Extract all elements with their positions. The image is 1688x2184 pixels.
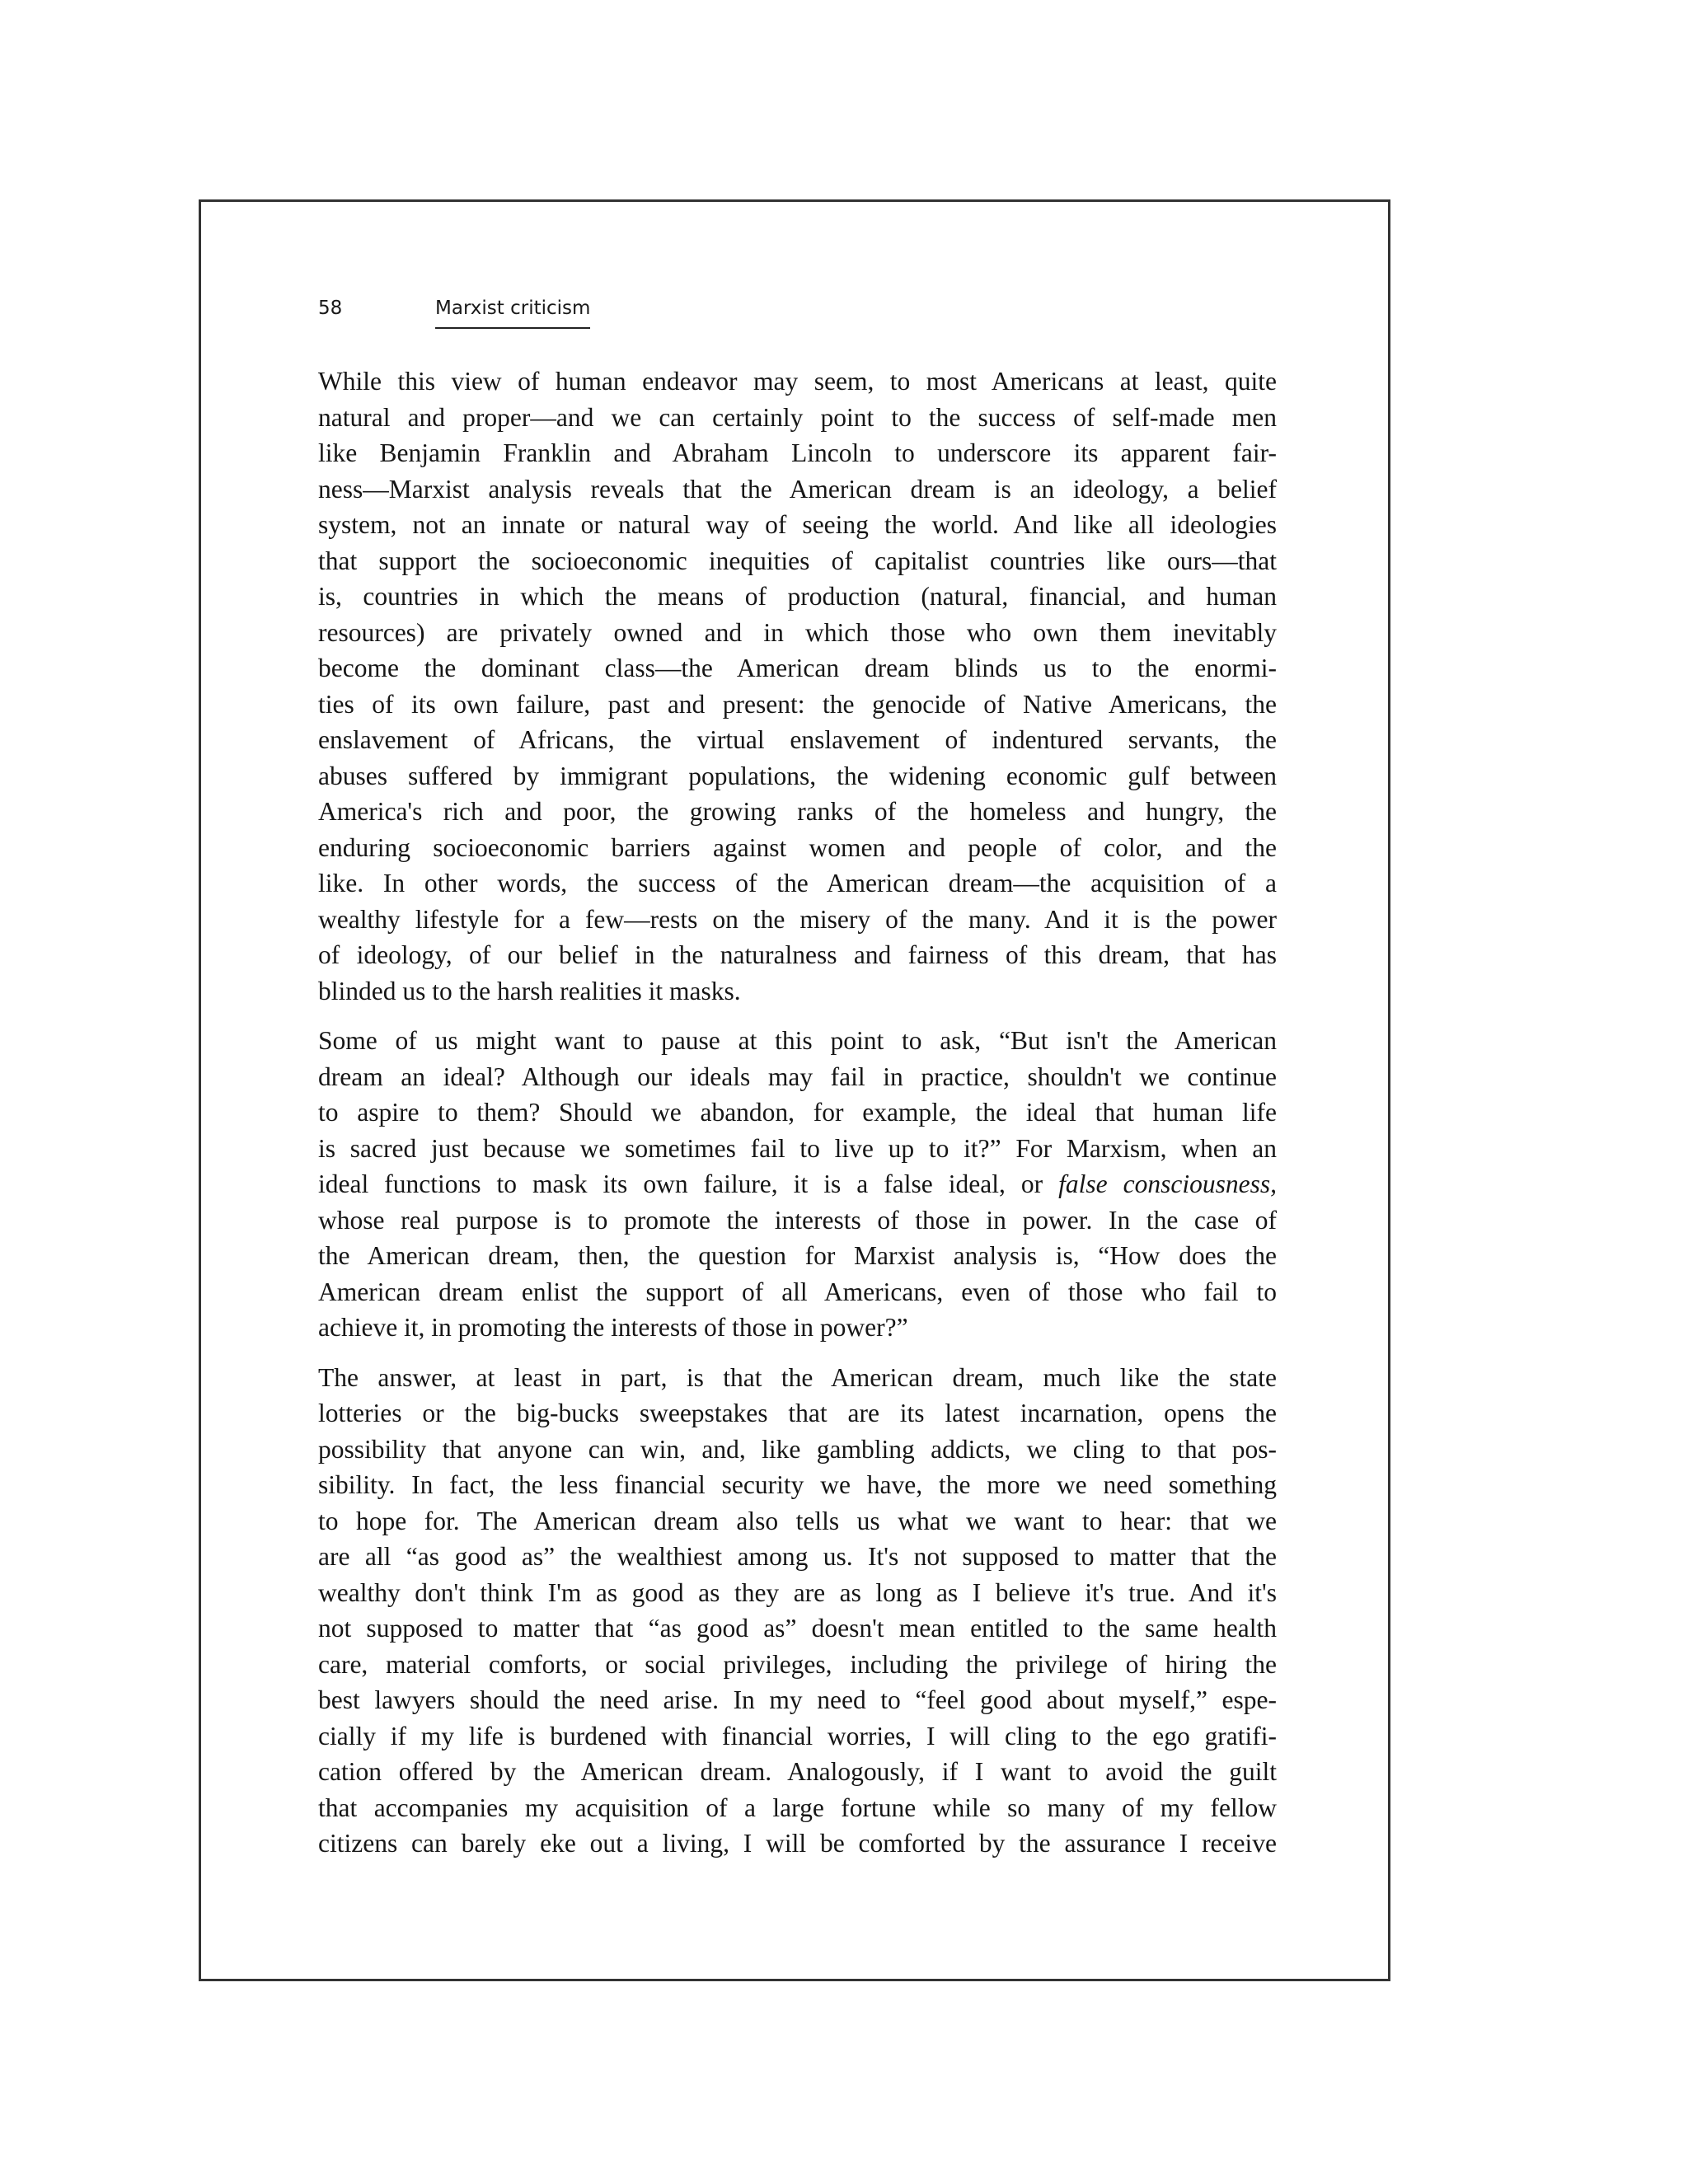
text-line: that accompanies my acquisition of a large fortune while so many of my fellow xyxy=(318,1793,1277,1822)
text-line-with-italic xyxy=(318,1166,1277,1202)
page-number: 58 xyxy=(318,298,343,319)
page-frame xyxy=(199,199,1390,1981)
paragraph-2 xyxy=(318,1023,1277,1346)
text-line: that support the socioeconomic inequities of capitalist countries like ours—that xyxy=(318,546,1277,575)
paragraph-1 xyxy=(318,363,1277,1009)
paragraph-3 xyxy=(318,1360,1277,1862)
text-line: best lawyers should the need arise. In my need to “feel good about myself,” espe- xyxy=(318,1685,1277,1714)
text-line: the American dream, then, the question for Marxist analysis is, “How does the xyxy=(318,1241,1277,1270)
italic-term: false consciousness, xyxy=(1058,1169,1277,1198)
text-line: achieve it, in promoting the interests of those in power?” xyxy=(318,1313,908,1342)
text-line: system, not an innate or natural way of seeing the world. And like all ideologies xyxy=(318,510,1277,539)
text-line: While this view of human endeavor may seem, to most Americans at least, quite xyxy=(318,367,1277,396)
text-line: are all “as good as” the wealthiest among us. It's not supposed to matter that the xyxy=(318,1542,1277,1571)
text-line: enduring socioeconomic barriers against women and people of color, and the xyxy=(318,832,1277,862)
body-text xyxy=(318,363,1277,1876)
text-line: blinded us to the harsh realities it masks. xyxy=(318,976,741,1005)
text-line: possibility that anyone can win, and, like gambling addicts, we cling to that pos- xyxy=(318,1434,1277,1464)
text-line: is sacred just because we sometimes fail to live up to it?” For Marxism, when an xyxy=(318,1133,1277,1163)
text-line: natural and proper—and we can certainly point to the success of self-made men xyxy=(318,402,1277,432)
text-line: cation offered by the American dream. Analogously, if I want to avoid the guilt xyxy=(318,1757,1277,1786)
text-line: not supposed to matter that “as good as” doesn't mean entitled to the same health xyxy=(318,1614,1277,1643)
text-line: lotteries or the big-bucks sweepstakes that are its latest incarnation, opens the xyxy=(318,1399,1277,1427)
text-line: dream an ideal? Although our ideals may fail in practice, shouldn't we continue xyxy=(318,1062,1277,1091)
text-line: ties of its own failure, past and present: the genocide of Native Americans, the xyxy=(318,689,1277,719)
text-line: ness—Marxist analysis reveals that the American dream is an ideology, a belief xyxy=(318,474,1277,504)
text-line: The answer, at least in part, is that the American dream, much like the state xyxy=(318,1362,1277,1392)
text-line: enslavement of Africans, the virtual enslavement of indentured servants, the xyxy=(318,725,1277,754)
text-line: whose real purpose is to promote the interests of those in power. In the case of xyxy=(318,1205,1277,1235)
text-line: sibility. In fact, the less financial security we have, the more we need something xyxy=(318,1470,1277,1499)
text-line: cially if my life is burdened with financial worries, I will cling to the ego gratifi- xyxy=(318,1721,1277,1750)
text-line: care, material comforts, or social privileges, including the privilege of hiring the xyxy=(318,1649,1277,1679)
text-line: wealthy lifestyle for a few—rests on the misery of the many. And it is the power xyxy=(318,904,1277,934)
text-line: America's rich and poor, the growing ranks of the homeless and hungry, the xyxy=(318,797,1277,826)
text-line: resources) are privately owned and in which those who own them inevitably xyxy=(318,617,1277,647)
text-line: like. In other words, the success of the American dream—the acquisition of a xyxy=(318,869,1277,898)
text-line: become the dominant class—the American dream blinds us to the enormi- xyxy=(318,654,1277,682)
text-line: citizens can barely eke out a living, I will be comforted by the assurance I receive xyxy=(318,1829,1277,1858)
text-line: to hope for. The American dream also tells us what we want to hear: that we xyxy=(318,1506,1277,1535)
text-line: is, countries in which the means of production (natural, financial, and human xyxy=(318,582,1277,611)
section-title: Marxist criticism xyxy=(435,298,590,329)
text-line: like Benjamin Franklin and Abraham Lincoln to underscore its apparent fair- xyxy=(318,438,1277,467)
text-line: American dream enlist the support of all Americans, even of those who fail to xyxy=(318,1277,1277,1306)
text-line: wealthy don't think I'm as good as they are as long as I believe it's true. And it's xyxy=(318,1577,1277,1607)
text-line: abuses suffered by immigrant populations, the widening economic gulf between xyxy=(318,761,1277,790)
text-line: Some of us might want to pause at this point to ask, “But isn't the American xyxy=(318,1026,1277,1055)
text-segment: ideal functions to mask its own failure, it is a false ideal, or xyxy=(318,1169,1059,1198)
text-line: to aspire to them? Should we abandon, for example, the ideal that human life xyxy=(318,1098,1277,1127)
text-line: of ideology, of our belief in the naturalness and fairness of this dream, that has xyxy=(318,940,1277,969)
